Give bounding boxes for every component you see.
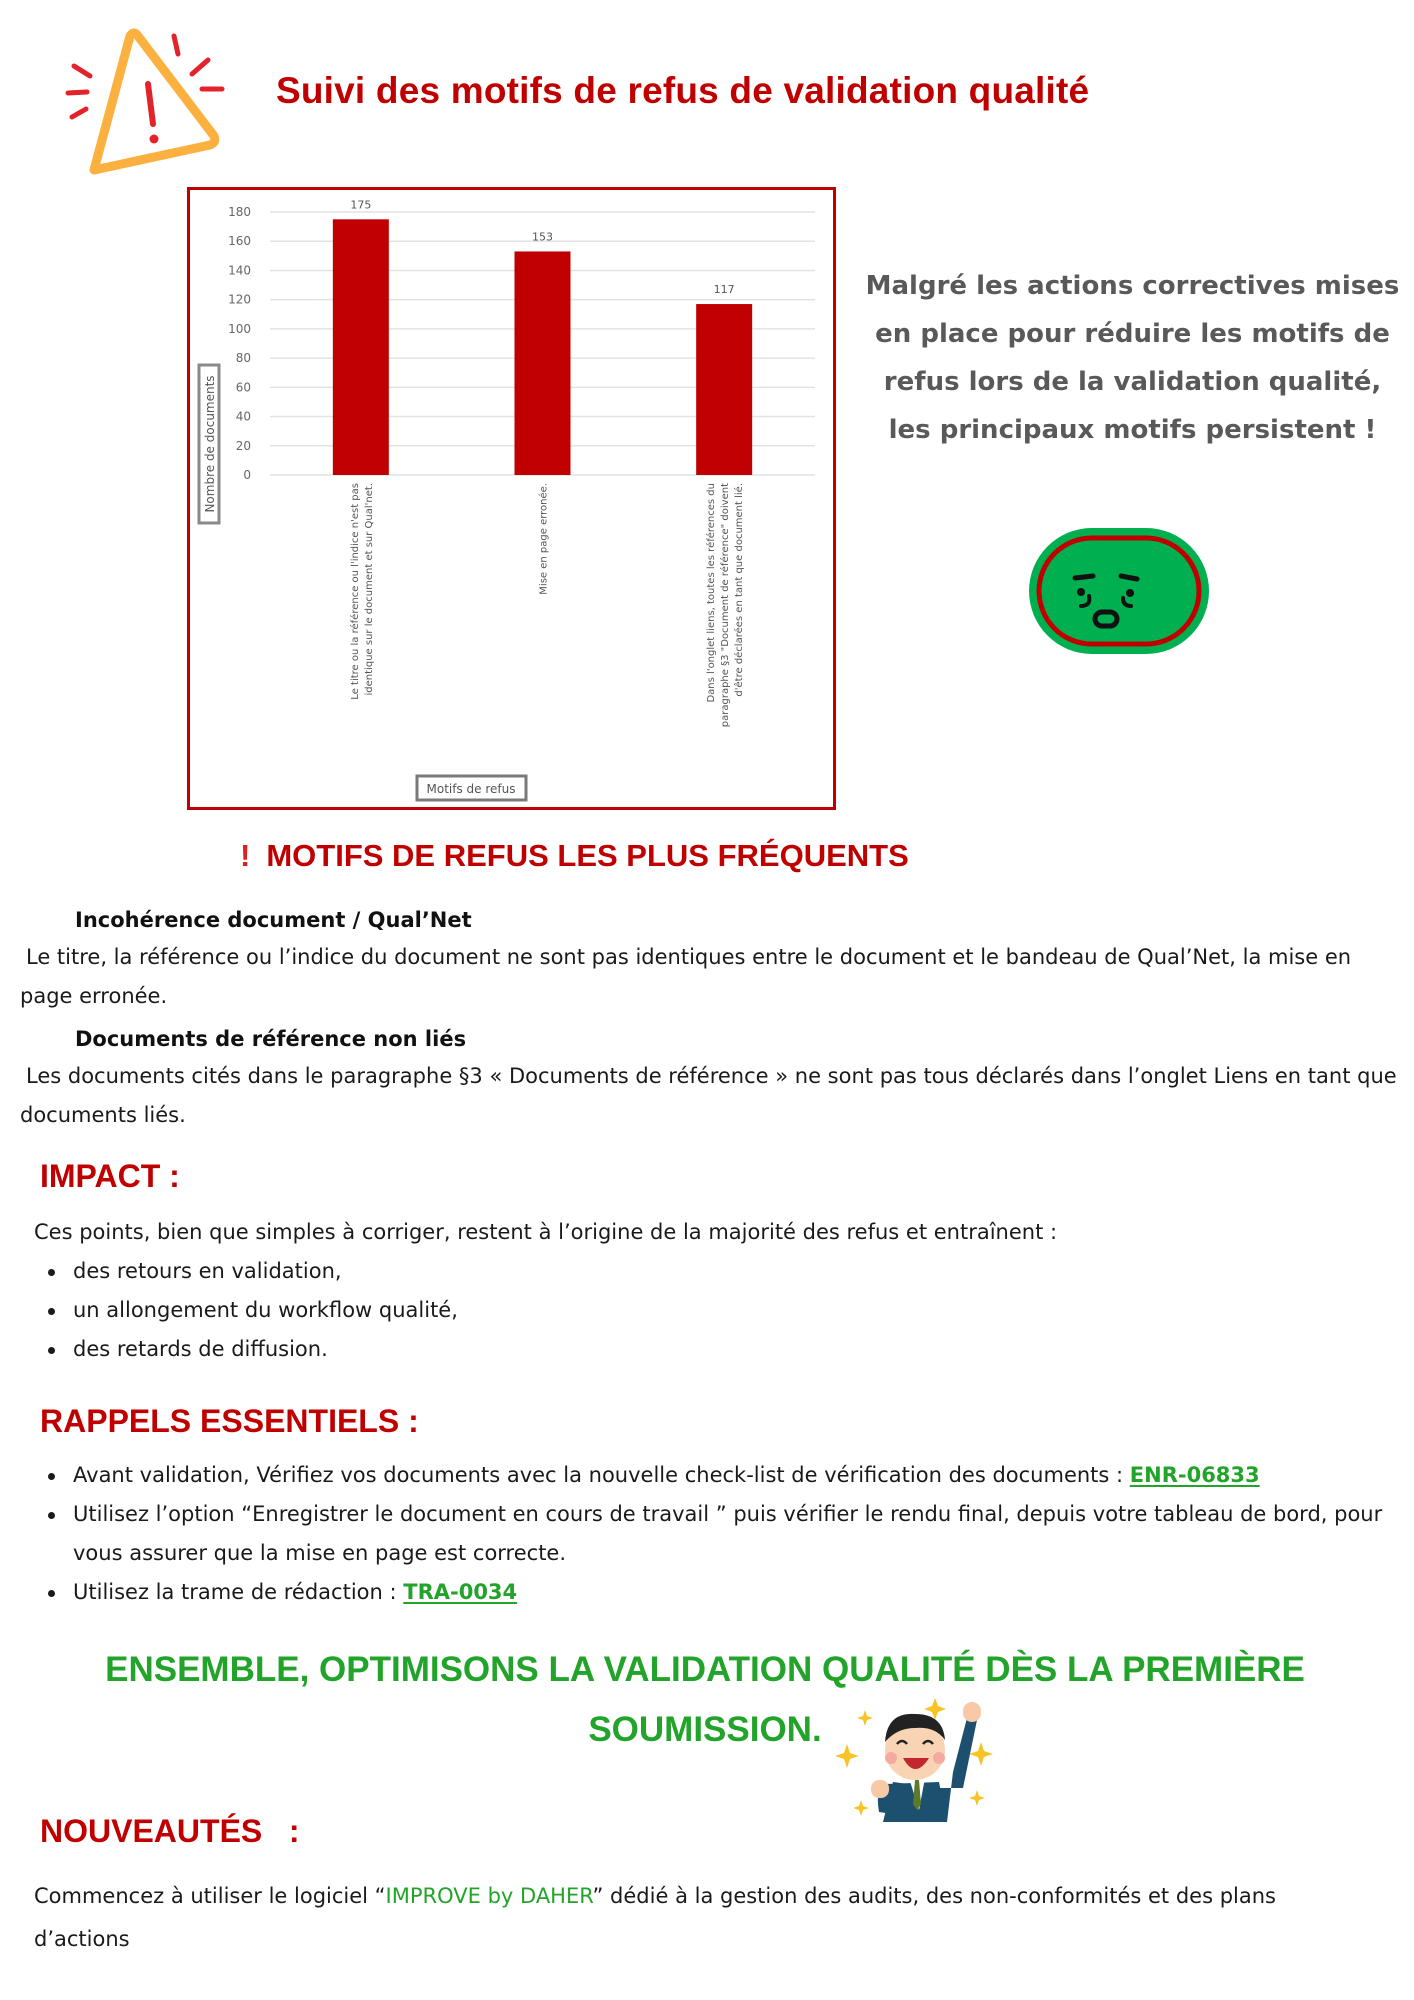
bar <box>696 304 752 475</box>
bar-value-label: 175 <box>350 198 372 212</box>
x-category-label: Dans l'onglet liens, toutes les références du <box>706 483 718 703</box>
y-tick-label: 40 <box>235 409 251 424</box>
impact-item: des retards de diffusion. <box>34 1330 1394 1369</box>
x-axis-title: Motifs de refus <box>426 782 516 796</box>
section-title-reminders: RAPPELS ESSENTIELS : <box>40 1403 419 1439</box>
closing-line-2: SOUMISSION. <box>588 1710 822 1749</box>
x-category-label: Mise en page erronée. <box>538 483 550 595</box>
bar <box>333 219 389 475</box>
bar-value-label: 153 <box>532 230 553 244</box>
x-category-label: d'être déclarées en tant que document lié. <box>734 483 746 697</box>
y-tick-label: 0 <box>243 468 251 482</box>
reminders-section <box>34 1456 1394 1612</box>
bar-value-label: 117 <box>713 283 735 297</box>
section-title-impact: IMPACT : <box>40 1158 180 1194</box>
cheering-businessman-icon <box>835 1692 1005 1842</box>
worried-face-icon <box>1027 526 1211 656</box>
impact-intro: Ces points, bien que simples à corriger, restent à l’origine de la majorité des refus et entraînent : <box>34 1220 1058 1244</box>
y-axis-title: Nombre de documents <box>203 375 217 513</box>
y-tick-label: 100 <box>228 321 251 336</box>
reminder-item-save-draft: Utilisez l’option “Enregistrer le document en cours de travail ” puis vérifier le rendu final, depuis votre tableau de bord, pour vous assurer que la mise en page est correcte. <box>34 1495 1394 1573</box>
impact-section <box>34 1213 1394 1369</box>
reason-text-unlinked: Les documents cités dans le paragraphe §3 « Documents de référence » ne sont pas tous déclarés dans l’onglet Liens en tant que documents liés. <box>20 1064 1397 1127</box>
y-tick-label: 180 <box>228 205 251 219</box>
reminder-item-template: Utilisez la trame de rédaction : TRA-0034 <box>34 1573 1394 1612</box>
x-category-label: paragraphe §3 "Document de référence" doivent <box>720 483 732 728</box>
section-title-frequent-reasons <box>240 838 909 874</box>
y-tick-label: 140 <box>228 263 251 278</box>
reminder-item-checklist: Avant validation, Vérifiez vos documents avec la nouvelle check-list de vérification des documents : ENR-06833 <box>34 1456 1394 1495</box>
chart-canvas <box>190 190 833 807</box>
page-title: Suivi des motifs de refus de validation qualité <box>276 70 1090 111</box>
y-tick-label: 80 <box>235 351 251 366</box>
section-title-text: MOTIFS DE REFUS LES PLUS FRÉQUENTS <box>266 838 909 873</box>
y-tick-label: 120 <box>228 292 251 307</box>
reminders-list <box>34 1456 1394 1612</box>
template-link[interactable]: TRA-0034 <box>403 1580 518 1604</box>
improve-software-name: IMPROVE by DAHER <box>385 1884 593 1908</box>
impact-item: un allongement du workflow qualité, <box>34 1291 1394 1330</box>
warning-triangle-icon <box>62 24 232 184</box>
reason-text-incoherence: Le titre, la référence ou l’indice du document ne sont pas identiques entre le document et le bandeau de Qual’Net, la mise en page erronée. <box>20 945 1352 1008</box>
checklist-link[interactable]: ENR-06833 <box>1129 1463 1260 1487</box>
exclamation-icon: ! <box>240 838 251 873</box>
bar <box>515 251 571 475</box>
news-text: Commencez à utiliser le logiciel “IMPROVE by DAHER” dédié à la gestion des audits, des non-conformités et des plans d’actions <box>34 1884 1276 1951</box>
persistent-reasons-statement: Malgré les actions correctives mises en place pour réduire les motifs de refus lors de la validation qualité, les principaux motifs persistent ! <box>865 271 1400 445</box>
x-category-label: Le titre ou la référence ou l'indice n'est pas <box>349 483 361 700</box>
closing-line-1: ENSEMBLE, OPTIMISONS LA VALIDATION QUALITÉ DÈS LA PREMIÈRE <box>105 1650 1305 1689</box>
y-tick-label: 20 <box>235 438 251 453</box>
section-title-news: NOUVEAUTÉS : <box>40 1813 300 1849</box>
impact-list <box>34 1252 1394 1369</box>
impact-item: des retours en validation, <box>34 1252 1394 1291</box>
y-tick-label: 160 <box>228 234 251 249</box>
y-tick-label: 60 <box>235 380 251 395</box>
reason-heading-unlinked: Documents de référence non liés <box>75 1027 467 1051</box>
closing-message <box>40 1640 1370 1760</box>
refusal-reasons-bar-chart <box>187 187 836 810</box>
reason-heading-incoherence: Incohérence document / Qual’Net <box>75 908 472 932</box>
x-category-label: identique sur le document et sur Qual'net. <box>363 483 375 696</box>
